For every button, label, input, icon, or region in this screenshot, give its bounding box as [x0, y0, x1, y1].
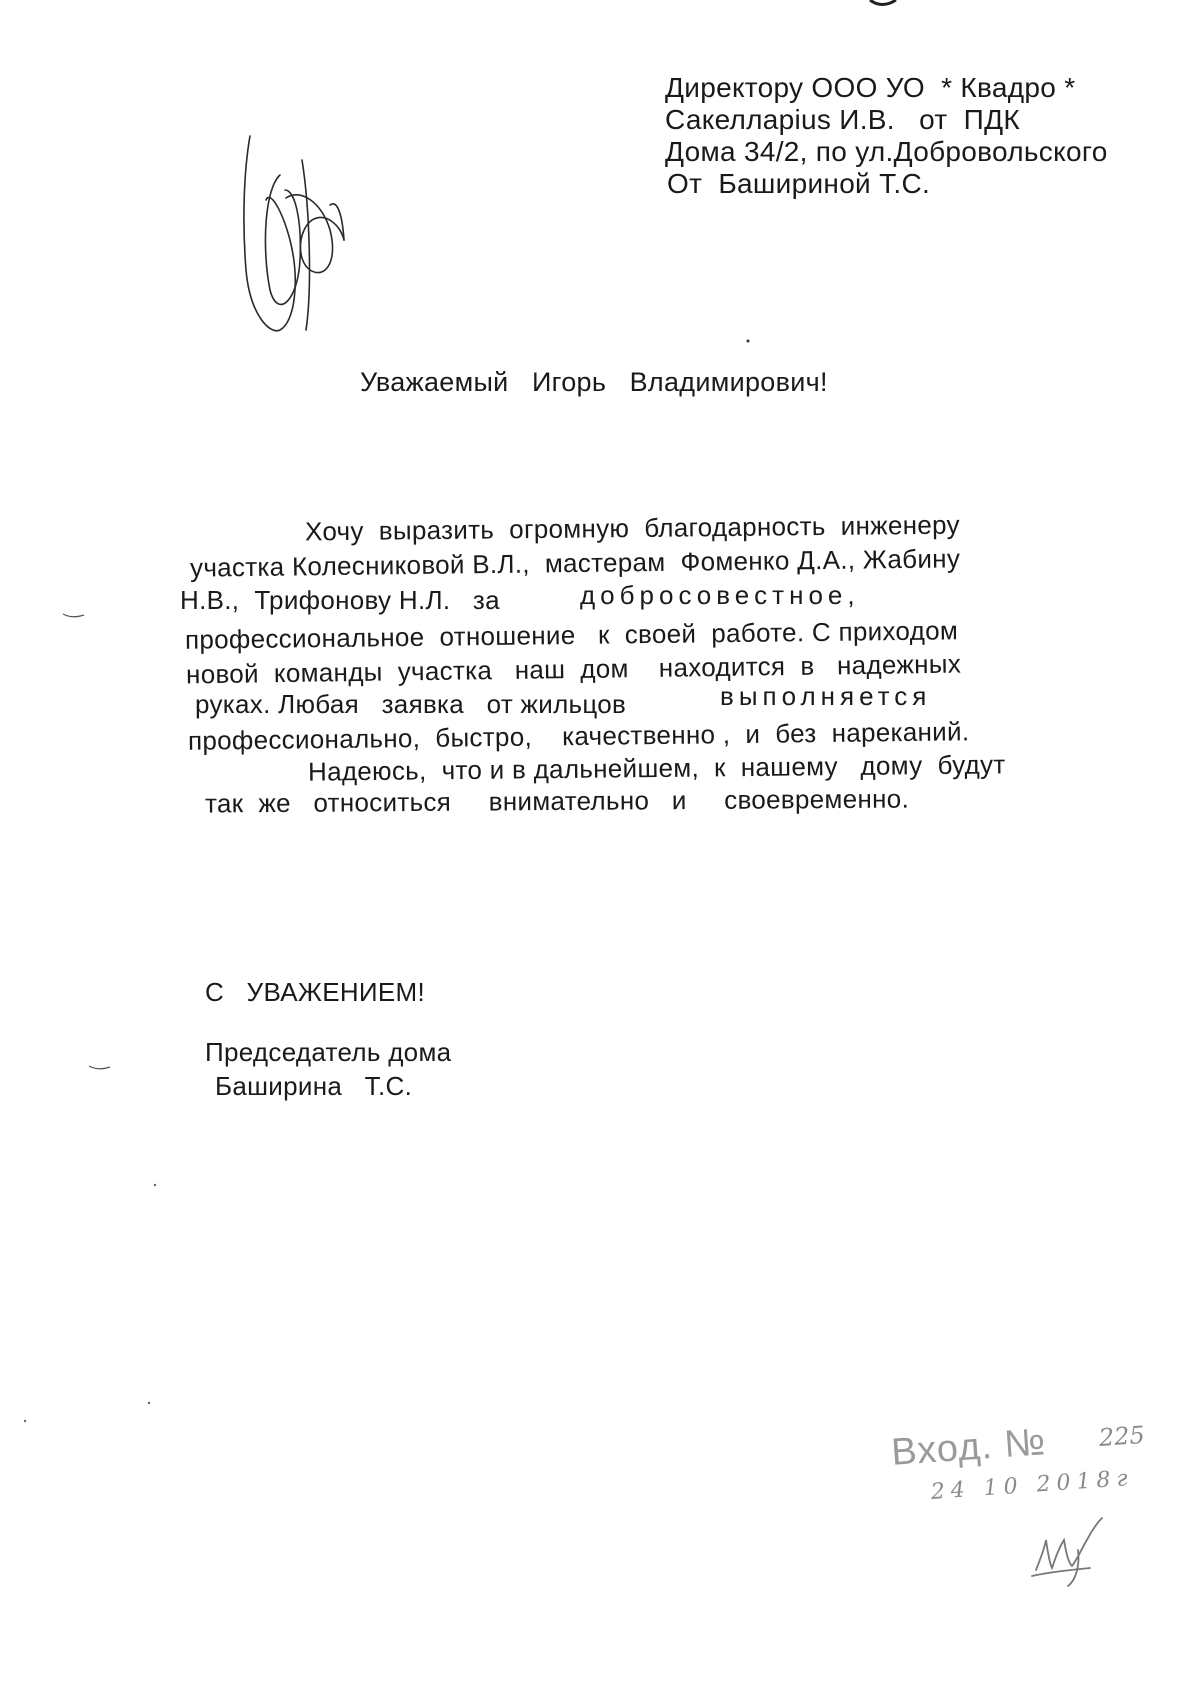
- stamp-number: 225: [1098, 1420, 1146, 1452]
- addressee-line-1: Директору ООО УО * Квадро *: [665, 72, 1076, 103]
- signatory-title: Председатель дома: [205, 1037, 452, 1067]
- body-line-6: руках. Любая заявка от жильцов: [195, 689, 627, 719]
- stamp-label: Вход. №: [890, 1421, 1048, 1474]
- body-line-3b: добросовестное,: [580, 580, 860, 610]
- body-line-8: Надеюсь, что и в дальнейшем, к нашему дому будут: [307, 749, 1006, 787]
- handwritten-initials-icon: [1030, 1510, 1120, 1590]
- scan-dot: [745, 338, 751, 344]
- body-line-7: профессионально, быстро, качественно , и без нареканий.: [187, 716, 970, 756]
- closing: С УВАЖЕНИЕМ!: [205, 977, 426, 1007]
- scan-mark-left-4: [146, 1400, 152, 1406]
- scan-mark-left-5: [22, 1418, 28, 1424]
- greeting: Уважаемый Игорь Владимирович!: [360, 367, 828, 397]
- addressee-line-3: Дома 34/2, по ул.Добровольского: [665, 136, 1108, 167]
- body-line-9: так же относиться внимательно и своевременно.: [204, 783, 910, 819]
- handwritten-signature-icon: [240, 130, 360, 350]
- body-line-6b: выполняется: [720, 681, 932, 711]
- scan-mark-top: [868, 0, 898, 10]
- scan-mark-left-2: [88, 1064, 112, 1072]
- stamp-date: 24 10 2018г: [930, 1465, 1135, 1505]
- body-line-4: профессиональное отношение к своей работе. С приходом: [184, 615, 959, 655]
- scan-mark-left-1: [62, 612, 86, 620]
- addressee-line-2: Сакелларius И.В. от ПДК: [665, 104, 1020, 135]
- body-line-3: Н.В., Трифонову Н.Л. за: [180, 585, 500, 615]
- body-line-1: Хочу выразить огромную благодарность инженеру: [304, 509, 960, 547]
- signatory-name: Баширина Т.С.: [215, 1071, 413, 1101]
- body-line-5: новой команды участка наш дом находится в надежных: [185, 648, 962, 690]
- scan-mark-left-3: [152, 1182, 158, 1188]
- body-line-2: участка Колесниковой В.Л., мастерам Фоменко Д.А., Жабину: [189, 543, 961, 583]
- addressee-line-4: От Башириной Т.С.: [667, 168, 931, 199]
